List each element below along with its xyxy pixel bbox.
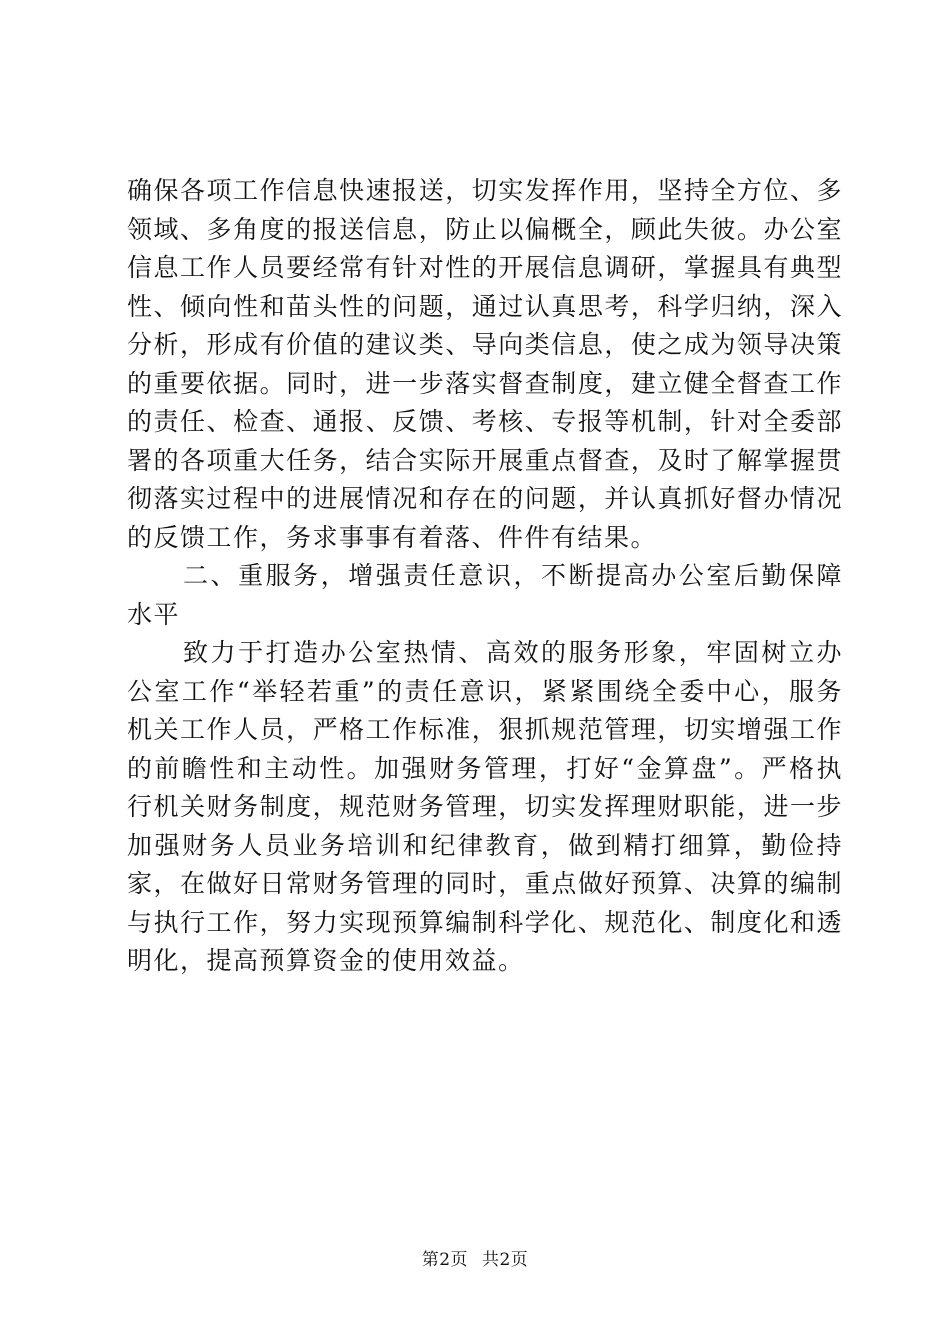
document-body [127, 172, 843, 981]
paragraph-service: 致力于打造办公室热情、高效的服务形象，牢固树立办公室工作“举轻若重”的责任意识，紧紧围绕全委中心，服务机关工作人员，严格工作标准，狠抓规范管理，切实增强工作的前瞻性和主动性。加强财务管理，打好“金算盘”。严格执行机关财务制度，规范财务管理，切实发挥理财职能，进一步加强财务人员业务培训和纪律教育，做到精打细算，勤俭持家，在做好日常财务管理的同时，重点做好预算、决算的编制与执行工作，努力实现预算编制科学化、规范化、制度化和透明化，提高预算资金的使用效益。 [127, 638, 843, 975]
page-number: 第2页 [421, 1250, 469, 1270]
page-footer [0, 1245, 950, 1270]
page-total: 共2页 [481, 1250, 529, 1270]
section-heading-2: 二、重服务，增强责任意识，不断提高办公室后勤保障水平 [127, 561, 843, 629]
paragraph-continued: 确保各项工作信息快速报送，切实发挥作用，坚持全方位、多领域、多角度的报送信息，防止以偏概全，顾此失彼。办公室信息工作人员要经常有针对性的开展信息调研，掌握具有典型性、倾向性和苗头性的问题，通过认真思考，科学归纳，深入分析，形成有价值的建议类、导向类信息，使之成为领导决策的重要依据。同时，进一步落实督查制度，建立健全督查工作的责任、检查、通报、反馈、考核、专报等机制，针对全委部署的各项重大任务，结合实际开展重点督查，及时了解掌握贯彻落实过程中的进展情况和存在的问题，并认真抓好督办情况的反馈工作，务求事事有着落、件件有结果。 [127, 176, 843, 552]
